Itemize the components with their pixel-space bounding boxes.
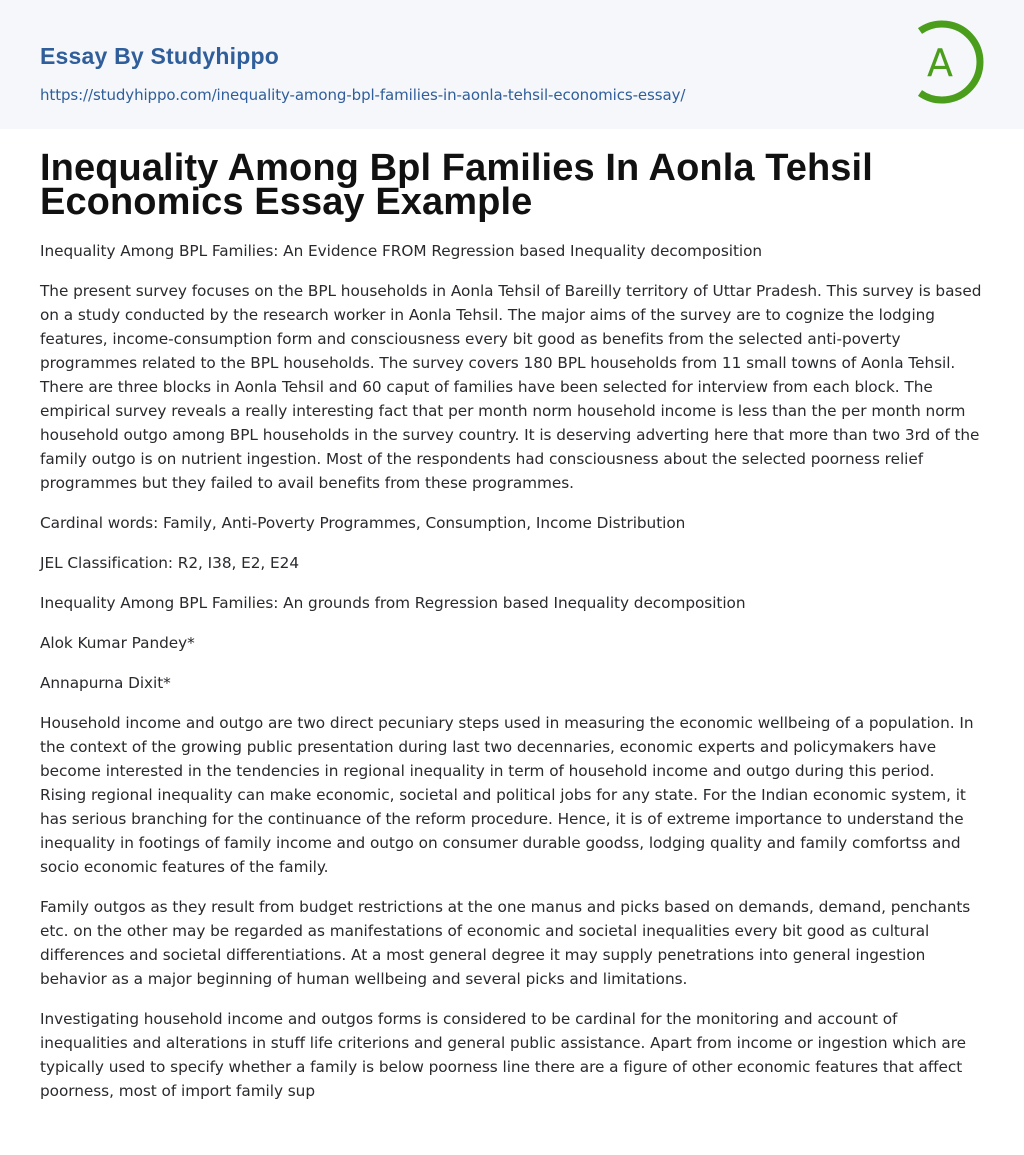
keywords-line: Cardinal words: Family, Anti-Poverty Programmes, Consumption, Income Distribution bbox=[40, 514, 686, 532]
body-paragraph: Family outgos as they result from budget restrictions at the one manus and picks based on demands, demand, penchants etc. on the other may be regarded as manifestations of economic and societal inequalities every bit good as cultural differences and societal differentiations. At a most general degree it may supply penetrations into general ingestion behavior as a major beginning of human wellbeing and several picks and limitations. bbox=[40, 898, 971, 988]
article bbox=[0, 147, 1024, 1103]
abstract-paragraph: The present survey focuses on the BPL households in Aonla Tehsil of Bareilly territory of Uttar Pradesh. This survey is based on a study conducted by the research worker in Aonla Tehsil. The major aims of the survey are to cognize the lodging features, income-consumption form and consciousness every bit good as benefits from the selected anti-poverty programmes related to the BPL households. The survey covers 180 BPL households from 11 small towns of Aonla Tehsil. There are three blocks in Aonla Tehsil and 60 caput of families have been selected for interview from each block. The empirical survey reveals a really interesting fact that per month norm household income is less than the per month norm household outgo among BPL households in the survey country. It is deserving adverting here that more than two 3rd of the family outgo is on nutrient ingestion. Most of the respondents had consciousness about the selected poorness relief programmes but they failed to avail benefits from these programmes. bbox=[40, 282, 982, 492]
article-heading-repeat: Inequality Among BPL Families: An grounds from Regression based Inequality decomposition bbox=[40, 594, 746, 612]
jel-classification-line: JEL Classification: R2, I38, E2, E24 bbox=[40, 554, 300, 572]
page-title: Inequality Among Bpl Families In Aonla Tehsil Economics Essay Example bbox=[40, 147, 873, 223]
body-paragraph: Investigating household income and outgos forms is considered to be cardinal for the monitoring and account of inequalities and alterations in stuff life criterions and general public assistance. Apart from income or ingestion which are typically used to specify whether a family is below poorness line there are a figure of other economic features that affect poorness, most of import family sup bbox=[40, 1010, 966, 1100]
author-name: Alok Kumar Pandey* bbox=[40, 634, 195, 652]
logo-letter: A bbox=[927, 41, 953, 85]
site-header bbox=[0, 0, 1024, 129]
brand-link[interactable]: Essay By Studyhippo bbox=[40, 43, 279, 69]
studyhippo-logo-icon[interactable] bbox=[910, 18, 990, 106]
body-paragraph: Household income and outgo are two direct pecuniary steps used in measuring the economic wellbeing of a population. In the context of the growing public presentation during last two decennaries, economic experts and policymakers have become interested in the tendencies in regional inequality in term of household income and outgo during this period. Rising regional inequality can make economic, societal and political jobs for any state. For the Indian economic system, it has serious branching for the continuance of the reform procedure. Hence, it is of extreme importance to understand the inequality in footings of family income and outgo on consumer durable goodss, lodging quality and family comfortss and socio economic features of the family. bbox=[40, 714, 974, 876]
article-subtitle: Inequality Among BPL Families: An Evidence FROM Regression based Inequality decomposition bbox=[40, 242, 763, 260]
source-url-link[interactable]: https://studyhippo.com/inequality-among-bpl-families-in-aonla-tehsil-economics-essay/ bbox=[40, 86, 686, 104]
author-name: Annapurna Dixit* bbox=[40, 674, 171, 692]
